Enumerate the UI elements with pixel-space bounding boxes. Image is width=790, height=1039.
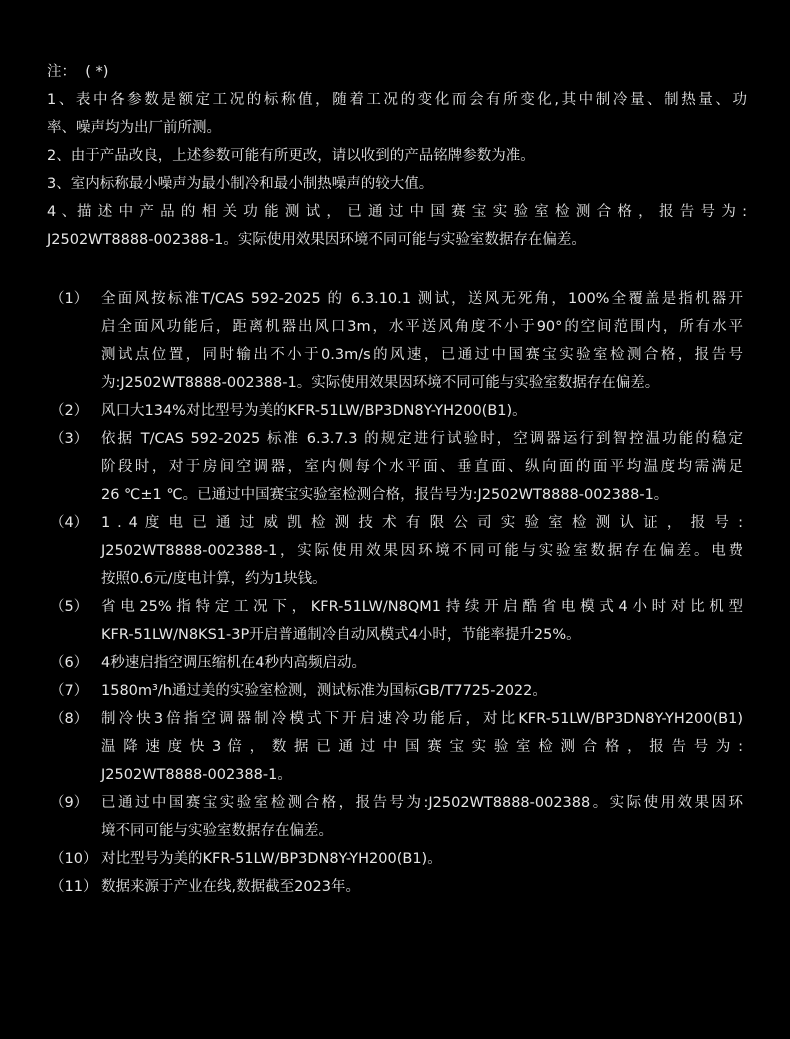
footnote-text <box>101 845 743 873</box>
footnote-number: （6） <box>50 655 89 671</box>
footnote-number: （1） <box>50 291 89 307</box>
footnote-line: 风口大134%对比型号为美的KFR-51LW/BP3DN8Y-YH200(B1)。 <box>101 403 527 419</box>
footnote-line: 阶段时，对于房间空调器，室内侧每个水平面、垂直面、纵向面的面平均温度均需满足 <box>101 459 743 475</box>
notes-header: 注： ( *) <box>47 64 109 80</box>
note-line: 率、噪声均为出厂前所测。 <box>47 120 221 136</box>
footnote-line: J2502WT8888-002388-1。 <box>101 767 292 783</box>
footnote-line: 依据 T/CAS 592-2025 标准 6.3.7.3 的规定进行试验时，空调器运行到智控温功能的稳定 <box>101 431 743 447</box>
note-line: J2502WT8888-002388-1。实际使用效果因环境不同可能与实验室数据存在偏差。 <box>47 232 586 248</box>
footnote-list <box>50 285 750 901</box>
footnote-line: 1 . 4 度 电 已 通 过 威 凯 检 测 技 术 有 限 公 司 实 验 室 检 测 认 证 ， 报 号 : <box>101 515 743 531</box>
footnote-number: （4） <box>50 515 89 531</box>
footnote-item <box>50 649 750 677</box>
footnote-line: 4秒速启指空调压缩机在4秒内高频启动。 <box>101 655 366 671</box>
note-line: 2、由于产品改良，上述参数可能有所更改，请以收到的产品铭牌参数为准。 <box>47 148 535 164</box>
footnote-number: （10） <box>50 851 98 867</box>
footnote-number: （9） <box>50 795 89 811</box>
footnote-line: 26 ℃±1 ℃。已通过中国赛宝实验室检测合格，报告号为:J2502WT8888-002388-1。 <box>101 487 669 503</box>
footnote-line: J2502WT8888-002388-1，实际使用效果因环境不同可能与实验室数据存在偏差。电费 <box>101 543 743 559</box>
footnote-text <box>101 509 743 593</box>
footnote-line: 启全面风功能后，距离机器出风口3m，水平送风角度不小于90°的空间范围内，所有水平 <box>101 319 743 335</box>
footnote-text <box>101 397 743 425</box>
footnote-line: 境不同可能与实验室数据存在偏差。 <box>101 823 333 839</box>
note-line: 4 、描 述 中 产 品 的 相 关 功 能 测 试 ， 已 通 过 中 国 赛 宝 实 验 室 检 测 合 格 ， 报 告 号 为 : <box>47 204 747 220</box>
footnote-item <box>50 705 750 789</box>
footnote-number: （3） <box>50 431 89 447</box>
footnote-line: 全面风按标准T/CAS 592-2025 的 6.3.10.1 测试，送风无死角，100%全覆盖是指机器开 <box>101 291 743 307</box>
footnote-number: （2） <box>50 403 89 419</box>
footnote-item <box>50 397 750 425</box>
footnote-line: 测试点位置，同时输出不小于0.3m/s的风速，已通过中国赛宝实验室检测合格，报告号 <box>101 347 743 363</box>
footnote-item <box>50 285 750 397</box>
footnote-item <box>50 425 750 509</box>
footnote-line: 温 降 速 度 快 3 倍 ， 数 据 已 通 过 中 国 赛 宝 实 验 室 检 测 合 格 ， 报 告 号 为 : <box>101 739 743 755</box>
footnote-item <box>50 789 750 845</box>
footnote-number: （8） <box>50 711 89 727</box>
footnote-number: （5） <box>50 599 89 615</box>
footnote-item <box>50 593 750 649</box>
footnote-text <box>101 873 743 901</box>
note-line: 1、表中各参数是额定工况的标称值，随着工况的变化而会有所变化,其中制冷量、制热量、功 <box>47 92 747 108</box>
footnote-item <box>50 845 750 873</box>
notes-section <box>47 58 747 254</box>
footnote-line: 制冷快3倍指空调器制冷模式下开启速冷功能后，对比KFR-51LW/BP3DN8Y-YH200(B1) <box>101 711 743 727</box>
footnote-line: 对比型号为美的KFR-51LW/BP3DN8Y-YH200(B1)。 <box>101 851 442 867</box>
footnote-text <box>101 789 743 845</box>
footnote-line: 1580m³/h通过美的实验室检测，测试标准为国标GB/T7725-2022。 <box>101 683 547 699</box>
footnote-number: （7） <box>50 683 89 699</box>
footnote-item <box>50 509 750 593</box>
footnote-text <box>101 677 743 705</box>
footnote-line: 省电25%指特定工况下，KFR-51LW/N8QM1持续开启酷省电模式4小时对比机型 <box>101 599 743 615</box>
footnote-line: KFR-51LW/N8KS1-3P开启普通制冷自动风模式4小时，节能率提升25%。 <box>101 627 581 643</box>
footnote-text <box>101 593 743 649</box>
footnote-line: 数据来源于产业在线,数据截至2023年。 <box>101 879 361 895</box>
footnote-line: 为:J2502WT8888-002388-1。实际使用效果因环境不同可能与实验室数据存在偏差。 <box>101 375 660 391</box>
footnote-item <box>50 873 750 901</box>
footnote-text <box>101 705 743 789</box>
footnote-text <box>101 425 743 509</box>
footnote-line: 已通过中国赛宝实验室检测合格，报告号为:J2502WT8888-002388。实际使用效果因环 <box>101 795 743 811</box>
footnote-text <box>101 285 743 397</box>
footnote-line: 按照0.6元/度电计算，约为1块钱。 <box>101 571 327 587</box>
footnote-item <box>50 677 750 705</box>
note-line: 3、室内标称最小噪声为最小制冷和最小制热噪声的较大值。 <box>47 176 434 192</box>
footnote-number: （11） <box>50 879 98 895</box>
footnote-text <box>101 649 743 677</box>
